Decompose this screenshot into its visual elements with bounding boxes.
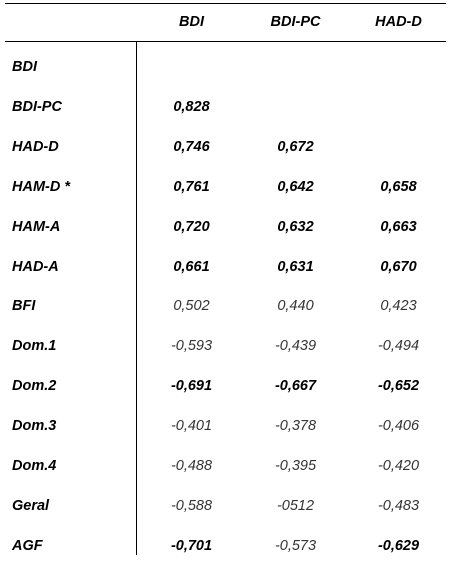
table-cell: -0,494: [377, 338, 420, 355]
table-cell: 0,502: [173, 298, 210, 315]
table-cell: -0,667: [274, 378, 317, 395]
table-cell: -0,701: [170, 537, 213, 554]
row-label: Geral: [12, 497, 50, 514]
table-cell: -0,378: [274, 418, 317, 435]
table-cell: -0,573: [274, 537, 317, 554]
row-label: BDI-PC: [12, 98, 62, 115]
table-row: [0, 207, 449, 247]
table-row: [0, 326, 449, 366]
row-label: Dom.3: [12, 418, 57, 435]
header-rule: [5, 41, 446, 42]
row-label: HAD-A: [12, 258, 59, 275]
table-row: [0, 446, 449, 486]
table-cell: [145, 47, 238, 87]
row-label: Dom.4: [12, 458, 57, 474]
table-cell: 0,632: [277, 218, 314, 235]
table-cell: -0,593: [170, 338, 213, 355]
column-header-had-d: HAD-D: [375, 14, 422, 30]
table-cell: 0,440: [277, 298, 314, 315]
table-cell: [352, 127, 445, 167]
table-cell: -0,439: [274, 338, 317, 355]
table-row: [0, 406, 449, 446]
table-row: [0, 87, 449, 127]
table-cell: 0,761: [173, 178, 210, 195]
table-cell: 0,672: [277, 138, 314, 155]
table-row: [0, 167, 449, 207]
table-cell: [249, 47, 342, 87]
header-row: [0, 2, 449, 42]
row-label: Dom.1: [12, 338, 57, 355]
table-cell: -0,401: [170, 418, 213, 435]
table-cell: [352, 87, 445, 127]
table-cell: -0,652: [377, 378, 420, 395]
table-cell: -0,395: [274, 458, 317, 474]
row-label: HAM-D *: [12, 178, 70, 195]
table-cell: 0,658: [380, 178, 417, 195]
table-cell: -0,488: [170, 458, 213, 474]
table-cell: 0,670: [380, 258, 417, 275]
table-row: [0, 247, 449, 287]
row-label: BDI: [12, 59, 37, 75]
table-cell: [352, 47, 445, 87]
table-row: [0, 286, 449, 326]
table-cell: -0,691: [170, 378, 213, 395]
table-cell: 0,828: [173, 98, 210, 115]
row-label: HAD-D: [12, 138, 59, 155]
table-cell: -0,629: [377, 537, 420, 554]
table-cell: 0,423: [380, 298, 417, 315]
row-label: AGF: [12, 537, 43, 554]
table-cell: 0,631: [277, 258, 314, 275]
table-row: [0, 486, 449, 526]
table-row: [0, 47, 449, 87]
table-cell: 0,642: [277, 178, 314, 195]
column-header-bdi-pc: BDI-PC: [270, 14, 321, 30]
table-cell: 0,663: [380, 218, 417, 235]
table-cell: -0,420: [377, 458, 420, 474]
row-label: Dom.2: [12, 378, 57, 395]
table-cell: 0,661: [173, 258, 210, 275]
table-row: [0, 366, 449, 406]
table-cell: [249, 87, 342, 127]
column-header-bdi: BDI: [179, 14, 204, 30]
table-cell: 0,720: [173, 218, 210, 235]
table-cell: -0512: [276, 497, 315, 514]
table-cell: -0,406: [377, 418, 420, 435]
row-label: BFI: [12, 298, 36, 315]
row-label: HAM-A: [12, 218, 61, 235]
table-cell: -0,483: [377, 497, 420, 514]
table-cell: 0,746: [173, 138, 210, 155]
table-row: [0, 127, 449, 167]
table-row: [0, 526, 449, 566]
table-cell: -0,588: [170, 497, 213, 514]
